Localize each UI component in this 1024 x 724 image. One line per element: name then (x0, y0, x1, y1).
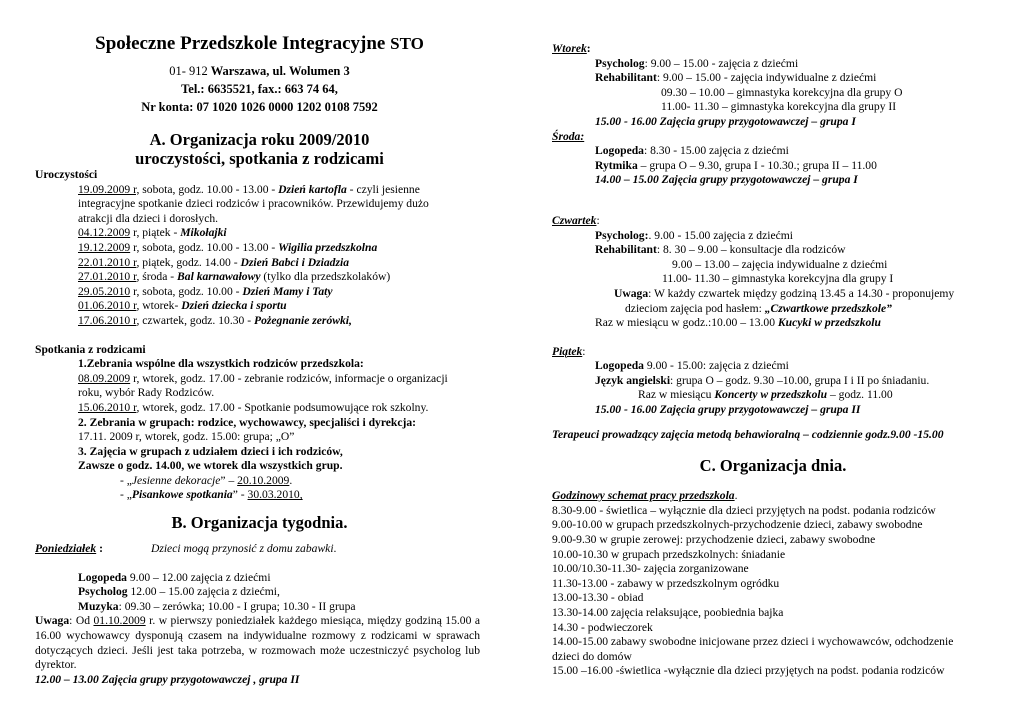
wednesday-row: Logopeda: 8.30 - 15.00 zajęcia z dziećmi (595, 144, 789, 158)
tuesday-row: 09.30 – 10.00 – gimnastyka korekcyjna dla grupy O (661, 85, 903, 99)
school-phone: Tel.: 6635521, fax.: 663 74 64, (181, 82, 338, 96)
activity-item: - „Pisankowe spotkania” - 30.03.2010, (120, 488, 303, 502)
school-title: Społeczne Przedszkole Integracyjne STO (95, 33, 424, 54)
event-item-cont: integracyjne spotkanie dzieci rodziców i pracowników. Przewidujemy dużo (78, 197, 429, 211)
event-item: 19.12.2009 r, sobota, godz. 10.00 - 13.00 - Wigilia przedszkolna (78, 240, 378, 254)
section-c-title: C. Organizacja dnia. (699, 456, 847, 476)
thursday-list (552, 229, 994, 331)
monday-row: Psycholog 12.00 – 15.00 zajęcia z dziećmi, (78, 585, 280, 599)
event-list (35, 183, 484, 329)
event-item: 01.06.2010 r, wtorek- Dzień dziecka i sportu (78, 299, 287, 313)
friday-heading: Piątek: (552, 344, 586, 358)
schedule-item: 14.00-15.00 zabawy swobodne inicjowane przez dzieci i wychowawców, odchodzenie dzieci do domów (552, 635, 954, 663)
schedule-item: 9.00-9.30 w grupie zerowej: przychodzenie dzieci, zabawy swobodne (552, 533, 876, 547)
thursday-row: 11.00- 11.30 – gimnastyka korekcyjna dla grupy I (662, 272, 894, 286)
tuesday-row: Rehabilitant: 9.00 – 15.00 - zajęcia indywidualne z dziećmi (595, 71, 877, 85)
section-a-subtitle: uroczystości, spotkania z rodzicami (135, 149, 384, 168)
thursday-heading: Czwartek: (552, 213, 600, 227)
monday-row: Logopeda 9.00 – 12.00 zajęcia z dziećmi (78, 570, 271, 584)
schedule-item: 11.30-13.00 - zabawy w przedszkolnym ogródku (552, 576, 780, 590)
wednesday-list (552, 144, 994, 188)
event-item: 04.12.2009 r, piątek - Mikołajki (78, 226, 227, 240)
activities-heading: 3. Zajęcia w grupach z udziałem dzieci i ich rodziców, (78, 444, 343, 458)
monday-heading: Poniedziałek : Dzieci mogą przynosić z domu zabawki. (35, 542, 337, 556)
event-item: 22.01.2010 r, piątek, godz. 14.00 - Dzień Babci i Dziadzia (78, 255, 350, 269)
thursday-row: 9.00 – 13.00 – zajęcia indywidualne z dziećmi (672, 257, 888, 271)
tuesday-list (552, 57, 994, 130)
monday-group-session: 12.00 – 13.00 Zajęcia grupy przygotowawczej , grupa II (35, 672, 300, 686)
thursday-row: Psycholog:. 9.00 - 15.00 zajęcia z dziećmi (595, 228, 794, 242)
spotkania-label: Spotkania z rodzicami (35, 342, 146, 356)
schedule-item: 13.00-13.30 - obiad (552, 591, 644, 605)
tuesday-heading: Wtorek: (552, 42, 591, 55)
group-meetings-heading: 2. Zebrania w grupach: rodzice, wychowawcy, specjaliści i dyrekcja: (78, 415, 417, 429)
tuesday-row: 11.00- 11.30 – gimnastyka korekcyjna dla grupy II (661, 100, 897, 114)
therapists-note: Terapeuci prowadzący zajęcia metodą behawioralną – codziennie godz.9.00 -15.00 (552, 427, 944, 441)
tuesday-row: Psycholog: 9.00 – 15.00 - zajęcia z dziećmi (595, 56, 799, 70)
thursday-monthly: Raz w miesiącu w godz.:10.00 – 13.00 Kucyki w przedszkolu (595, 316, 881, 330)
schedule-heading: Godzinowy schemat pracy przedszkola. (552, 489, 738, 503)
tuesday-group-session: 15.00 - 16.00 Zajęcia grupy przygotowawczej – grupa I (595, 114, 856, 128)
meetings-block (35, 357, 484, 503)
thursday-note-cont: dzieciom zajęcia pod hasłem: „Czwartkowe przedszkole” (625, 301, 892, 315)
event-item: 17.06.2010 r, czwartek, godz. 10.30 - Pożegnanie zerówki, (78, 313, 352, 327)
event-item: 29.05.2010 r, sobota, godz. 10.00 - Dzień Mamy i Taty (78, 284, 333, 298)
right-page (512, 0, 1024, 724)
schedule-item: 13.30-14.00 zajęcia relaksujące, poobiednia bajka (552, 606, 784, 619)
monday-row: Muzyka: 09.30 – zerówka; 10.00 - I grupa; 10.30 - II grupa (78, 599, 356, 613)
school-address: 01- 912 Warszawa, ul. Wolumen 3 (169, 64, 350, 78)
monday-note: Uwaga: Od 01.10.2009 r. w pierwszy poniedziałek każdego miesiąca, między godziną 15.00 a 16.00 wychowawcy dysponują czasem na indywidualne rozmowy z rodzicami w sprawach dotyczących dzieci. Jeśli jest taka potrzeba, w rozmowach może uczestniczyć psycholog lub dyrektor. (35, 614, 480, 672)
wednesday-group-session: 14.00 – 15.00 Zajęcia grupy przygotowawczej – grupa I (595, 173, 858, 187)
wednesday-row: Rytmika – grupa O – 9.30, grupa I - 10.30.; grupa II – 11.00 (595, 158, 877, 172)
schedule-item: 14.30 - podwieczorek (552, 620, 653, 634)
wednesday-heading: Środa: (552, 129, 585, 143)
friday-group-session: 15.00 - 16.00 Zajęcia grupy przygotowawczej – grupa II (595, 403, 861, 417)
meeting-item: 15.06.2010 r, wtorek, godz. 17.00 - Spotkanie podsumowujące rok szkolny. (78, 400, 429, 414)
activities-subheading: Zawsze o godz. 14.00, we wtorek dla wszystkich grup. (78, 459, 343, 473)
group-meeting-item: 17.11. 2009 r, wtorek, godz. 15.00: grupa; „O” (78, 430, 295, 444)
friday-row: Język angielski: grupa O – godz. 9.30 –10.00, grupa I i II po śniadaniu. (595, 373, 930, 387)
schedule-item: 10.00/10.30-11.30- zajęcia zorganizowane (552, 562, 749, 576)
thursday-note: Uwaga: W każdy czwartek między godziną 13.45 a 14.30 - proponujemy (614, 286, 955, 300)
section-b-title: B. Organizacja tygodnia. (171, 513, 348, 533)
schedule-item: 9.00-10.00 w grupach przedszkolnych-przychodzenie dzieci, zabawy swobodne (552, 518, 923, 532)
meeting-item: 08.09.2009 r, wtorek, godz. 17.00 - zebranie rodziców, informacje o organizacji (78, 371, 448, 385)
event-item-cont: atrakcji dla dzieci i dorosłych. (78, 211, 219, 225)
section-a-title: A. Organizacja roku 2009/2010 (149, 130, 370, 149)
schedule-item: 15.00 –16.00 -świetlica -wyłącznie dla dzieci przyjętych na podst. podania rodziców (552, 664, 945, 678)
meetings-heading: 1.Zebrania wspólne dla wszystkich rodziców przedszkola: (78, 357, 364, 371)
activity-item: - „Jesienne dekoracje” – 20.10.2009. (120, 473, 293, 487)
event-item: 19.09.2009 r, sobota, godz. 10.00 - 13.00 - Dzień kartofla - czyli jesienne (78, 182, 420, 196)
meeting-item-cont: roku, wybór Rady Rodziców. (78, 386, 215, 400)
friday-monthly: Raz w miesiącu Koncerty w przedszkolu – godz. 11.00 (638, 388, 893, 402)
thursday-row: Rehabilitant: 8. 30 – 9.00 – konsultacje dla rodziców (595, 243, 846, 257)
friday-row: Logopeda 9.00 - 15.00: zajęcia z dziećmi (595, 359, 789, 373)
event-item: 27.01.2010 r, środa - Bal karnawałowy (tylko dla przedszkolaków) (78, 270, 391, 284)
school-account: Nr konta: 07 1020 1026 0000 1202 0108 7592 (141, 100, 378, 114)
schedule-item: 8.30-9.00 - świetlica – wyłącznie dla dzieci przyjętych na podst. podania rodziców (552, 503, 936, 517)
schedule-item: 10.00-10.30 w grupach przedszkolnych: śniadanie (552, 547, 786, 561)
monday-list (35, 571, 484, 615)
friday-list (552, 359, 994, 417)
daily-schedule (552, 504, 994, 679)
uroczystosci-label: Uroczystości (35, 168, 98, 181)
